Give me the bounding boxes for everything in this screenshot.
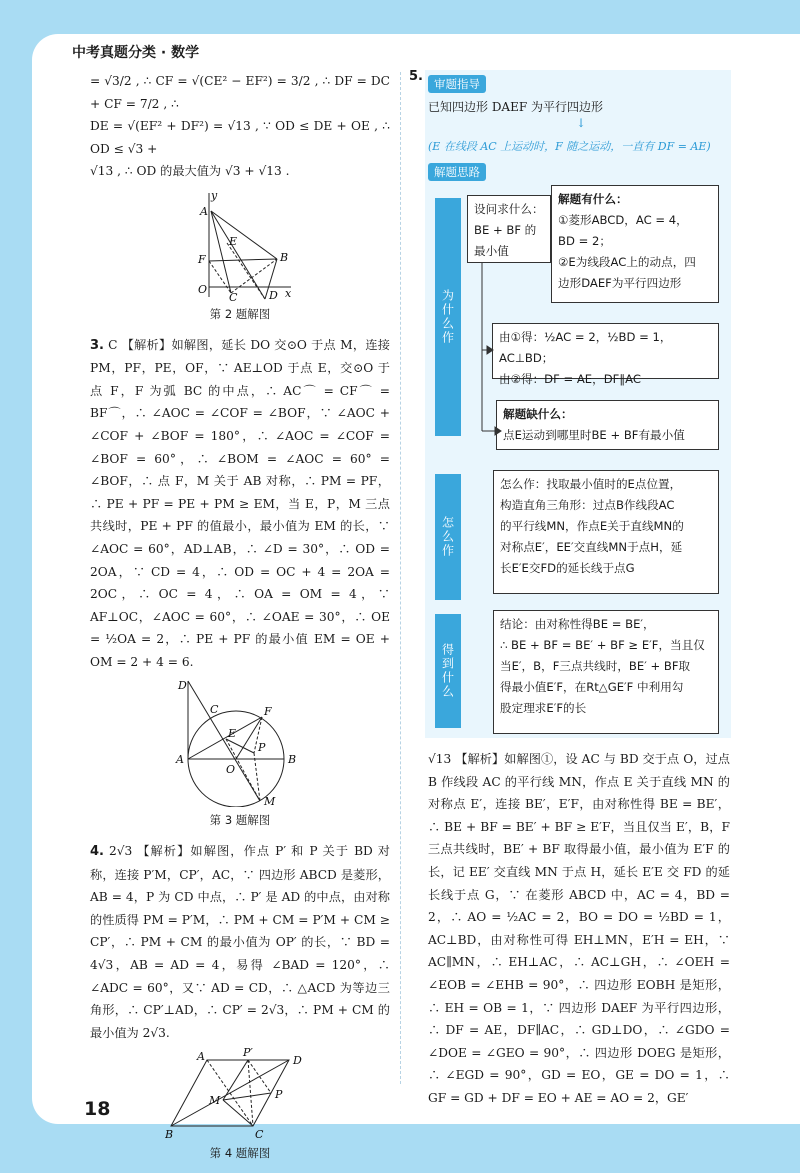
box-line: 点E运动到哪里时BE + BF有最小值: [503, 428, 685, 442]
box-line: 股定理求E′F的长: [500, 701, 587, 715]
side-label-get: 得到什么: [435, 614, 461, 728]
page-number: 18: [84, 1098, 111, 1120]
figure-3: [170, 677, 310, 807]
approach-tag: 解题思路: [428, 163, 486, 181]
fig4-label: M: [209, 1094, 221, 1108]
box-line: 的平行线MN，作点E关于直线MN的: [500, 519, 684, 533]
intro-line: √13 , ∴ OD 的最大值为 √3 + √13 .: [90, 164, 290, 179]
page-title: 中考真题分类 · 数学: [72, 45, 200, 61]
fig4-label: B: [165, 1128, 174, 1141]
fig4-label: P′: [243, 1048, 253, 1060]
box-line: 结论：由对称性得BE = BE′，: [500, 617, 655, 631]
box-line: 由①得：½AC = 2，½BD = 1，AC⊥BD；: [499, 330, 672, 365]
fig2-label: x: [285, 286, 292, 300]
fig3-label: A: [176, 753, 184, 767]
box-line: ①菱形ABCD，AC = 4，: [558, 213, 688, 227]
fig2-label: O: [198, 282, 208, 296]
fig2-label: F: [198, 252, 206, 266]
box-ask: [467, 195, 551, 263]
fig3-label: O: [226, 763, 236, 777]
box-line: BD = 2；: [558, 234, 611, 248]
box-ask-text: 设问求什么：BE + BF 的最小值: [474, 202, 544, 258]
figure-caption: 第 4 题解图: [209, 1146, 271, 1161]
fig2-label: C: [229, 290, 238, 301]
left-column: [90, 70, 390, 1173]
figure-caption: 第 3 题解图: [209, 813, 271, 828]
box-lack-title: 解题缺什么：: [503, 407, 573, 421]
q4-solution: 2√3 【解析】如解图，作点 P′ 和 P 关于 BD 对称，连接 P′M，CP′，AC，∵ 四边形 ABCD 是菱形，AB = 4，P 为 CD 中点，∴ P′ 是 AD 的中点，由对称的性质得 PM = P′M，∴ PM + CM = P′M + CM ≥ CP′，∴ PM + CM 的最小值为 OP′ 的长，∵ BD = 4√3，AB = AD = 4，易得 ∠BAD = 120°，∴ ∠ADC = 60°，又∵ AD = CD，∴ △ACD 为等边三角形，∴ CP′⊥AD，∴ CP′ = 2√3，∴ PM + CM 的最小值为 2√3.: [90, 844, 390, 1040]
fig3-label: B: [288, 753, 297, 767]
box-have: [551, 185, 719, 303]
box-line: ②E为线段AC上的动点，四: [558, 255, 696, 269]
fig4-label: C: [255, 1128, 264, 1141]
q5-solution: √13 【解析】如解图①，设 AC 与 BD 交于点 O，过点 B 作线段 AC 的平行线 MN，作点 E 关于直线 MN 的对称点 E′，连接 BE′，E′F，由对称性得 BE = BE′，∴ BE + BF = BE′ + BF ≥ E′F，当且仅当 E′，B，F 三点共线时，BE′ + BF 取得最小值，最小值为 E′F 的长，记 EE′ 交直线 MN 于点 H，延长 E′E 交 FD 的延长线于点 G，∵ 在菱形 ABCD 中，AC = 4，BD = 2，∴ AO = ½AC = 2，BO = DO = ½BD = 1，AC⊥BD，由对称性可得 EH⊥MN，E′H = EH，∵ AC∥MN，∴ EH⊥AC，∴ AC⊥GH，∴ ∠OEH = ∠EOB = ∠EHB = 90°，∴ 四边形 EOBH 是矩形，∴ EH = OB = 1，∵ 四边形 DAEF 为平行四边形，∴ DF = AE，DF∥AC，∴ GD⊥DO，∴ ∠GDO = ∠DOE = ∠GEO = 90°，∴ 四边形 DOEG 是矩形，∴ ∠EGD = 90°，GD = EO，GE = DO = 1，∴ GF = GD + DF = EO + AE = AO = 2，GE′: [428, 752, 730, 1105]
box-line: ∴ BE + BF = BE′ + BF ≥ E′F，当且仅: [500, 638, 705, 652]
intro-line: DE = √(EF² + DF²) = √13 , ∵ OD ≤ DE + OE , ∴ OD ≤ √3 +: [90, 119, 390, 156]
figure-4: [165, 1048, 315, 1140]
box-lack: [496, 400, 719, 450]
review-tag: 审题指导: [428, 75, 486, 93]
box-line: 怎么作：找取最小值时的E点位置，: [500, 477, 682, 491]
box-derive: [492, 323, 719, 386]
box-how: [493, 470, 719, 594]
side-label-how: 怎么作: [435, 474, 461, 600]
fig2-label: E: [229, 234, 238, 248]
fig3-label: P: [258, 741, 266, 755]
question-number: 3.: [90, 337, 104, 353]
figure-caption: 第 2 题解图: [209, 306, 271, 321]
fig3-label: D: [178, 679, 187, 693]
column-divider: [400, 72, 401, 1084]
fig2-label: A: [200, 204, 208, 218]
q3-solution: C 【解析】如解图，延长 DO 交⊙O 于点 M，连接 PM，PF，PE，OF，∵ AE⊥OD 于点 E，交⊙O 于点 F，F 为弧 BC 的中点，∴ AC⌒ = CF⌒ = BF⌒，∴ ∠AOC = ∠COF = ∠BOF，∵ ∠AOC + ∠COF + ∠BOF = 180°，∴ ∠AOC = ∠COF = ∠BOF = 60°，∴ ∠BOM = ∠AOC = 60° = ∠BOF，∴ 点 F，M 关于 AB 对称，∴ PM = PF，∴ PE + PF = PE + PM ≥ EM，当 E，P，M 三点共线时，PE + PF 的值最小，最小值为 EM 的长，∵ ∠AOC = 60°，AD⊥AB，∴ ∠D = 30°，∴ OD = 2OA，∵ CD = 4，∴ OD = OC + 4 = 2OA = 2OC，∴ OC = 4，∴ OA = OM = 4，∵ AF⊥OC，∠AOC = 60°，∴ ∠OAE = 30°，∴ OE = ½OA = 2，∴ PE + PF 的最小值 EM = OE + OM = 2 + 4 = 6.: [90, 337, 390, 669]
down-arrow-icon: ↓: [576, 116, 587, 130]
box-line: 得最小值E′F，在Rt△GE′F 中利用勾: [500, 680, 684, 694]
fig4-label: P: [275, 1088, 283, 1102]
right-solution: [428, 748, 730, 1110]
fig2-label: D: [269, 288, 278, 301]
box-line: 长E′E交FD的延长线于点G: [500, 561, 635, 575]
box-line: 边形DAEF为平行四边形: [558, 276, 682, 290]
flow-arrows: [465, 260, 505, 460]
figure-2: [185, 189, 295, 301]
box-line: 由②得：DF = AE，DF∥AC: [499, 372, 641, 386]
side-label-why: 为什么作: [435, 198, 461, 436]
fig3-label: C: [210, 703, 219, 717]
fig4-label: A: [197, 1050, 205, 1064]
intro-line: = √3/2 , ∴ CF = √(CE² − EF²) = 3/2 , ∴ DF = DC + CF = 7/2 , ∴: [90, 74, 390, 111]
fig4-label: D: [293, 1054, 302, 1068]
question-number: 5.: [409, 69, 423, 84]
fig2-label: y: [211, 188, 218, 202]
fig3-label: E: [228, 727, 237, 741]
question-number: 4.: [90, 844, 104, 860]
fig3-label: F: [264, 705, 272, 719]
review-line: 已知四边形 DAEF 为平行四边形: [428, 100, 604, 114]
review-hint: (E 在线段 AC 上运动时，F 随之运动，一直有 DF = AE): [428, 140, 711, 153]
box-line: 当E′，B，F三点共线时，BE′ + BF取: [500, 659, 691, 673]
box-line: 构造直角三角形：过点B作线段AC: [500, 498, 675, 512]
fig3-label: M: [264, 795, 276, 808]
fig2-label: B: [280, 250, 289, 264]
box-get: [493, 610, 719, 734]
box-line: 对称点E′，EE′交直线MN于点H，延: [500, 540, 683, 554]
box-have-title: 解题有什么：: [558, 192, 628, 206]
